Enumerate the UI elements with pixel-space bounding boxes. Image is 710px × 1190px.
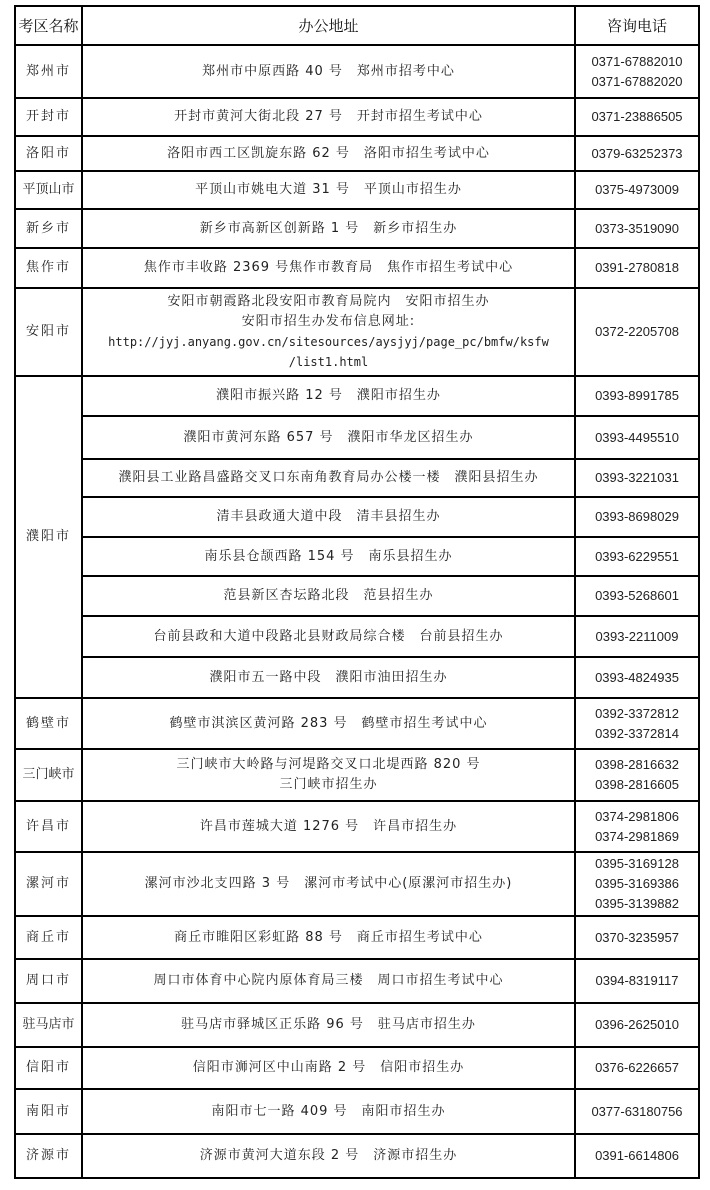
phone-cell <box>575 248 699 288</box>
table-row <box>15 288 699 376</box>
phone-cell <box>575 1089 699 1134</box>
address-line: 信阳市浉河区中山南路 2 号 信阳市招生办 <box>192 1060 465 1075</box>
table-row <box>15 209 699 248</box>
address-line: 濮阳县工业路昌盛路交叉口东南角教育局办公楼一楼 濮阳县招生办 <box>118 470 539 485</box>
phone-cell <box>575 801 699 852</box>
table-row <box>15 98 699 136</box>
address-line: 济源市黄河大道东段 2 号 济源市招生办 <box>199 1148 458 1163</box>
address-line: 新乡市高新区创新路 1 号 新乡市招生办 <box>199 220 458 236</box>
phone-number: 0398-2816605 <box>595 777 679 792</box>
address-line: 范县新区杏坛路北段 范县招生办 <box>223 588 434 603</box>
region-cell: 郑州市 <box>15 45 82 98</box>
address-line: 三门峡市大岭路与河堤路交叉口北堤西路 820 号 <box>176 757 481 772</box>
header-region: 考区名称 <box>15 6 82 45</box>
table-row <box>15 616 699 657</box>
address-cell <box>82 749 575 801</box>
header-address: 办公地址 <box>82 6 575 45</box>
phone-number: 0394-8319117 <box>595 973 679 988</box>
info-url-text: http://jyj.anyang.gov.cn/sitesources/aysjyj/page_pc/bmfw/ksfw <box>108 335 549 349</box>
phone-number: 0374-2981869 <box>595 828 679 844</box>
table-row <box>15 45 699 98</box>
address-line: 焦作市丰收路 2369 号焦作市教育局 焦作市招生考试中心 <box>143 260 514 275</box>
phone-number: 0393-6229551 <box>595 548 679 564</box>
table-row <box>15 1047 699 1089</box>
table-row <box>15 248 699 288</box>
address-line: 洛阳市西工区凯旋东路 62 号 洛阳市招生考试中心 <box>167 145 490 161</box>
table-row <box>15 801 699 852</box>
phone-number: 0395-3139882 <box>595 896 679 911</box>
address-cell <box>82 1134 575 1178</box>
address-cell <box>82 45 575 98</box>
address-line: 安阳市招生办发布信息网址: <box>241 314 416 329</box>
address-line: 周口市体育中心院内原体育局三楼 周口市招生考试中心 <box>153 973 504 988</box>
phone-cell <box>575 537 699 576</box>
table-row <box>15 1134 699 1178</box>
region-cell: 南阳市 <box>15 1089 82 1134</box>
table-row <box>15 959 699 1003</box>
phone-number: 0371-67882010 <box>591 53 683 69</box>
phone-cell <box>575 1047 699 1089</box>
address-line: 南阳市七一路 409 号 南阳市招生办 <box>211 1103 446 1119</box>
address-line: 清丰县政通大道中段 清丰县招生办 <box>216 509 441 524</box>
address-line: 郑州市中原西路 40 号 郑州市招考中心 <box>202 63 455 79</box>
region-cell: 信阳市 <box>15 1047 82 1089</box>
region-cell: 濮阳市 <box>15 376 82 698</box>
table-row <box>15 698 699 749</box>
table-row <box>15 376 699 416</box>
phone-cell <box>575 497 699 537</box>
address-cell <box>82 616 575 657</box>
table-row <box>15 852 699 916</box>
address-cell <box>82 136 575 171</box>
table-row <box>15 497 699 537</box>
phone-cell <box>575 136 699 171</box>
table-body <box>15 45 699 1178</box>
address-cell <box>82 171 575 209</box>
phone-number: 0395-3169386 <box>595 876 679 891</box>
phone-cell <box>575 959 699 1003</box>
phone-cell <box>575 98 699 136</box>
table-row <box>15 459 699 497</box>
phone-cell <box>575 852 699 916</box>
phone-number: 0373-3519090 <box>595 220 679 236</box>
address-cell <box>82 657 575 698</box>
phone-number: 0377-63180756 <box>591 1103 683 1119</box>
table-row <box>15 1003 699 1047</box>
phone-cell <box>575 416 699 459</box>
table-row <box>15 537 699 576</box>
table-row <box>15 749 699 801</box>
phone-number: 0391-2780818 <box>595 260 679 275</box>
address-line: 台前县政和大道中段路北县财政局综合楼 台前县招生办 <box>153 628 504 644</box>
phone-number: 0370-3235957 <box>595 929 679 945</box>
exam-office-contact-table <box>14 5 700 1179</box>
phone-cell <box>575 1134 699 1178</box>
phone-number: 0393-4824935 <box>595 669 679 685</box>
region-cell: 新乡市 <box>15 209 82 248</box>
phone-number: 0376-6226657 <box>595 1060 679 1075</box>
region-cell: 洛阳市 <box>15 136 82 171</box>
phone-cell <box>575 1003 699 1047</box>
phone-number: 0393-5268601 <box>595 588 679 603</box>
address-cell <box>82 376 575 416</box>
phone-number: 0371-23886505 <box>591 109 683 124</box>
phone-cell <box>575 459 699 497</box>
address-line: 开封市黄河大街北段 27 号 开封市招生考试中心 <box>174 109 483 124</box>
region-cell: 平顶山市 <box>15 171 82 209</box>
address-cell <box>82 916 575 959</box>
phone-number: 0374-2981806 <box>595 808 679 824</box>
phone-cell <box>575 171 699 209</box>
info-url-text: /list1.html <box>288 355 369 369</box>
phone-cell <box>575 576 699 616</box>
address-line: 南乐县仓颉西路 154 号 南乐县招生办 <box>204 548 453 564</box>
table-row <box>15 171 699 209</box>
address-cell <box>82 209 575 248</box>
address-line: 濮阳市黄河东路 657 号 濮阳市华龙区招生办 <box>183 429 474 445</box>
address-line: 平顶山市姚电大道 31 号 平顶山市招生办 <box>195 182 462 197</box>
region-cell: 三门峡市 <box>15 749 82 801</box>
phone-number: 0393-4495510 <box>595 429 679 445</box>
region-cell: 焦作市 <box>15 248 82 288</box>
phone-number: 0395-3169128 <box>595 856 679 871</box>
address-cell <box>82 852 575 916</box>
phone-cell <box>575 45 699 98</box>
phone-number: 0393-8698029 <box>595 509 679 524</box>
region-cell: 鹤壁市 <box>15 698 82 749</box>
address-line: 鹤壁市淇滨区黄河路 283 号 鹤壁市招生考试中心 <box>169 715 488 731</box>
phone-cell <box>575 749 699 801</box>
address-cell <box>82 98 575 136</box>
address-cell <box>82 459 575 497</box>
phone-number: 0393-8991785 <box>595 388 679 403</box>
table-row <box>15 916 699 959</box>
address-cell <box>82 1089 575 1134</box>
table-row <box>15 576 699 616</box>
table-header-row <box>15 6 699 45</box>
region-cell: 周口市 <box>15 959 82 1003</box>
table-row <box>15 1089 699 1134</box>
address-cell <box>82 248 575 288</box>
address-cell <box>82 698 575 749</box>
table-row <box>15 136 699 171</box>
address-line: 驻马店市驿城区正乐路 96 号 驻马店市招生办 <box>181 1017 476 1032</box>
address-line: 濮阳市振兴路 12 号 濮阳市招生办 <box>216 388 441 403</box>
region-cell: 漯河市 <box>15 852 82 916</box>
phone-number: 0396-2625010 <box>595 1017 679 1032</box>
phone-number: 0393-2211009 <box>595 628 679 644</box>
phone-number: 0398-2816632 <box>595 757 679 772</box>
header-phone: 咨询电话 <box>575 6 699 45</box>
table-row <box>15 416 699 459</box>
address-cell <box>82 497 575 537</box>
phone-number: 0392-3372814 <box>595 725 679 741</box>
region-cell: 开封市 <box>15 98 82 136</box>
phone-cell <box>575 209 699 248</box>
region-cell: 济源市 <box>15 1134 82 1178</box>
phone-number: 0391-6614806 <box>595 1148 679 1163</box>
phone-cell <box>575 657 699 698</box>
region-cell: 许昌市 <box>15 801 82 852</box>
address-line: 濮阳市五一路中段 濮阳市油田招生办 <box>209 669 448 685</box>
address-cell <box>82 1003 575 1047</box>
phone-number: 0375-4973009 <box>595 182 679 197</box>
table-row <box>15 657 699 698</box>
address-line: 许昌市莲城大道 1276 号 许昌市招生办 <box>199 818 458 834</box>
phone-cell <box>575 376 699 416</box>
address-cell <box>82 959 575 1003</box>
address-cell <box>82 801 575 852</box>
region-cell: 商丘市 <box>15 916 82 959</box>
address-cell <box>82 288 575 376</box>
address-line: 安阳市朝霞路北段安阳市教育局院内 安阳市招生办 <box>167 294 490 309</box>
phone-cell <box>575 698 699 749</box>
phone-number: 0392-3372812 <box>595 705 679 721</box>
phone-number: 0372-2205708 <box>595 324 679 339</box>
address-cell <box>82 1047 575 1089</box>
address-line: 三门峡市招生办 <box>279 777 378 792</box>
phone-cell <box>575 616 699 657</box>
address-cell <box>82 576 575 616</box>
phone-cell <box>575 288 699 376</box>
phone-number: 0393-3221031 <box>595 470 679 485</box>
region-cell: 安阳市 <box>15 288 82 376</box>
address-line: 商丘市睢阳区彩虹路 88 号 商丘市招生考试中心 <box>174 929 483 945</box>
region-cell: 驻马店市 <box>15 1003 82 1047</box>
address-cell <box>82 537 575 576</box>
address-line: 漯河市沙北支四路 3 号 漯河市考试中心(原漯河市招生办) <box>144 876 513 891</box>
phone-number: 0379-63252373 <box>591 145 683 161</box>
address-cell <box>82 416 575 459</box>
phone-number: 0371-67882020 <box>591 73 683 89</box>
phone-cell <box>575 916 699 959</box>
